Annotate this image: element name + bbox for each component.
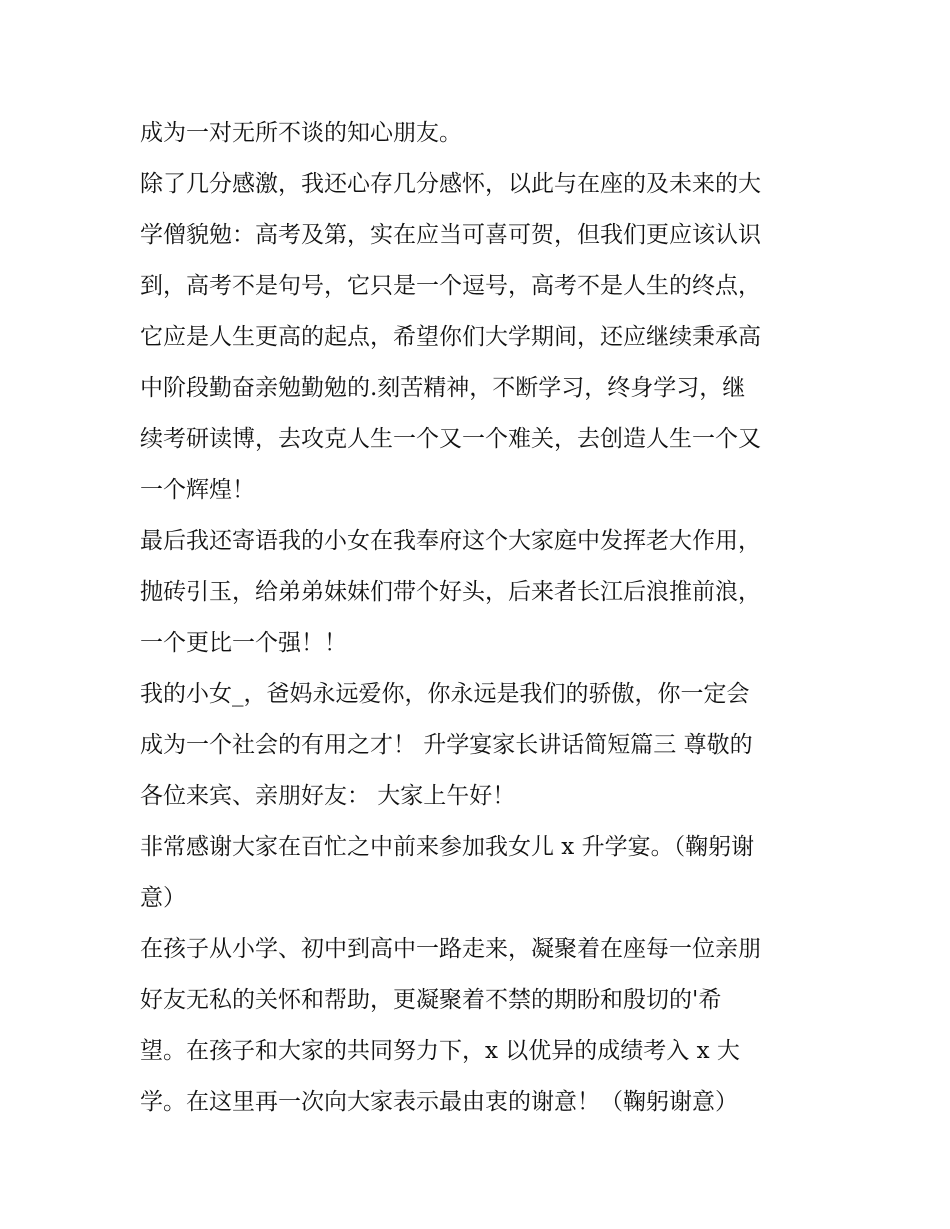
- text-line: 学。在这里再一次向大家表示最由衷的谢意！（鞠躬谢意）: [140, 1089, 738, 1115]
- text-line: 一个辉煌！: [140, 477, 255, 503]
- text-line: 中阶段勤奋亲勉勤勉的.刻苦精神，不断学习，终身学习，继: [140, 375, 746, 401]
- text-line: 成为一个社会的有用之才！ 升学宴家长讲话简短篇三 尊敬的: [140, 732, 753, 758]
- text-line: 到，高考不是句号，它只是一个逗号，高考不是人生的终点，: [140, 273, 761, 299]
- text-line: 各位来宾、亲朋好友： 大家上午好！: [140, 783, 516, 809]
- text-line: 抛砖引玉，给弟弟妹妹们带个好头，后来者长江后浪推前浪，: [140, 579, 761, 605]
- text-line: 它应是人生更高的起点，希望你们大学期间，还应继续秉承高: [140, 324, 761, 350]
- text-line: 非常感谢大家在百忙之中前来参加我女儿 x 升学宴。（鞠躬谢: [140, 834, 755, 860]
- text-line: 我的小女_，爸妈永远爱你，你永远是我们的骄傲，你一定会: [140, 681, 750, 707]
- text-line: 意）: [140, 885, 186, 911]
- text-line: 望。在孩子和大家的共同努力下，x 以优异的成绩考入 x 大: [140, 1038, 740, 1064]
- text-line: 最后我还寄语我的小女在我奉府这个大家庭中发挥老大作用，: [140, 528, 761, 554]
- text-line: 好友无私的关怀和帮助，更凝聚着不禁的期盼和殷切的'希: [140, 987, 722, 1013]
- text-line: 在孩子从小学、初中到高中一路走来，凝聚着在座每一位亲朋: [140, 936, 761, 962]
- text-line: 一个更比一个强！！: [140, 630, 347, 656]
- text-line: 除了几分感激，我还心存几分感怀，以此与在座的及未来的大: [140, 171, 761, 197]
- document-body: [140, 108, 820, 1128]
- text-line: 成为一对无所不谈的知心朋友。: [140, 120, 462, 146]
- text-line: 学僧貌勉：高考及第，实在应当可喜可贺，但我们更应该认识: [140, 222, 761, 248]
- text-line: 续考研读博，去攻克人生一个又一个难关，去创造人生一个又: [140, 426, 761, 452]
